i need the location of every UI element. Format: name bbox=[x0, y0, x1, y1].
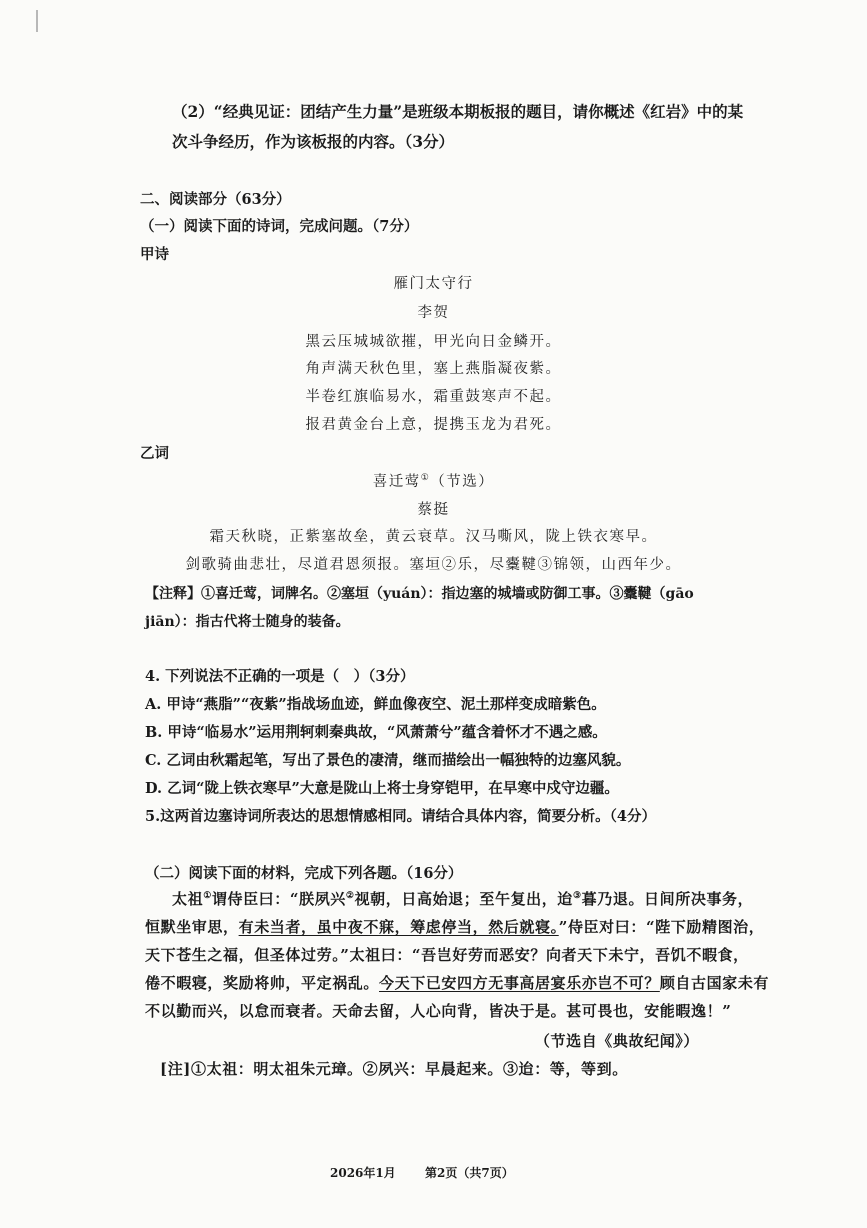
poem2-title-suffix: （节选） bbox=[430, 474, 495, 490]
part1-heading: （一）阅读下面的诗词，完成问题。（7分） bbox=[140, 218, 419, 235]
poem2-title-text: 喜迁莺 bbox=[372, 474, 421, 490]
q2-line2: 次斗争经历，作为该板报的内容。（3分） bbox=[172, 132, 455, 151]
passage-text: 太祖 bbox=[172, 890, 204, 908]
passage-line4 bbox=[145, 972, 769, 993]
footer-date: 2026年1月 bbox=[330, 1166, 396, 1180]
poem2-line: 霜天秋晓，正紫塞故垒，黄云衰草。汉马嘶风，陇上铁衣寒早。 bbox=[209, 529, 658, 545]
q4-option-c: C. 乙词由秋霜起笔，写出了景色的凄清，继而描绘出一幅独特的边塞风貌。 bbox=[145, 752, 631, 769]
poem2-line: 剑歌骑曲悲壮，尽道君恩须报。塞垣②乐，尽櫜鞬③锦领，山西年少。 bbox=[185, 557, 682, 573]
q4-option-b: B. 甲诗“临易水”运用荆轲刺秦典故，“风萧萧兮”蕴含着怀才不遇之感。 bbox=[145, 724, 607, 741]
passage-text: 恒默坐审思， bbox=[145, 918, 239, 936]
passage-text: 倦不暇寝，奖励将帅，平定祸乱。 bbox=[145, 974, 380, 992]
part2-heading: （二）阅读下面的材料，完成下列各题。（16分） bbox=[145, 865, 463, 882]
poem1-line: 报君黄金台上意，提携玉龙为君死。 bbox=[305, 417, 562, 433]
underlined-sentence-1: 有未当者，虽中夜不寐，筹虑停当，然后就寝。 bbox=[238, 918, 559, 936]
poem1-line: 黑云压城城欲摧，甲光向日金鳞开。 bbox=[305, 334, 562, 350]
section-heading: 二、阅读部分（63分） bbox=[140, 191, 291, 208]
passage-text: 视朝，日高始退；至午复出，迨 bbox=[354, 890, 573, 908]
underlined-sentence-2: 今天下已安四方无事高居宴乐亦岂不可？ bbox=[379, 974, 660, 992]
passage-source: （节选自《典故纪闻》） bbox=[534, 1032, 699, 1050]
passage-text: 谓侍臣曰：“朕夙兴 bbox=[211, 890, 346, 908]
poem1-line: 角声满天秋色里，塞上燕脂凝夜紫。 bbox=[305, 361, 562, 377]
scan-mark bbox=[36, 10, 38, 32]
passage-text: 暮乃退。日间所决事务， bbox=[581, 890, 754, 908]
q2-line1: （2）“经典见证：团结产生力量”是班级本期板报的题目，请你概述《红岩》中的某 bbox=[172, 102, 744, 121]
passage-text: ”侍臣对曰：“陛下励精图治， bbox=[558, 918, 765, 936]
poem1-author: 李贺 bbox=[417, 305, 450, 321]
passage-line1 bbox=[172, 888, 753, 909]
passage-notes: [注]①太祖：明太祖朱元璋。②夙兴：早晨起来。③迨：等，等到。 bbox=[160, 1060, 628, 1078]
poem1-title: 雁门太守行 bbox=[393, 276, 474, 292]
poem2-label: 乙词 bbox=[140, 445, 169, 462]
poem2-note-line1: 【注释】①喜迁莺，词牌名。②塞垣（yuán）：指边塞的城墙或防御工事。③櫜鞬（gāo bbox=[145, 586, 694, 602]
poem2-author: 蔡挺 bbox=[417, 502, 450, 518]
note-mark: ③ bbox=[572, 891, 582, 901]
q4-option-a: A. 甲诗“燕脂”“夜紫”指战场血迹，鲜血像夜空、泥土那样变成暗紫色。 bbox=[145, 696, 606, 713]
note-mark: ① bbox=[203, 891, 212, 901]
poem2-title-note-mark: ① bbox=[420, 473, 431, 484]
passage-line5: 不以勤而兴，以怠而衰者。天命去留，人心向背，皆决于是。甚可畏也，安能暇逸！” bbox=[145, 1002, 732, 1020]
poem2-note-line2: jiān）：指古代将士随身的装备。 bbox=[145, 614, 350, 630]
passage-line2 bbox=[145, 916, 764, 937]
passage-text: 顾自古国家未有 bbox=[659, 974, 770, 992]
passage-line3: 天下苍生之福，但圣体过劳。”太祖曰：“吾岂好劳而恶安？向者天下未宁，吾饥不暇食， bbox=[145, 946, 749, 964]
q4-stem: 4. 下列说法不正确的一项是（ ）（3分） bbox=[145, 668, 415, 685]
poem1-label: 甲诗 bbox=[140, 246, 169, 263]
q5-stem: 5.这两首边塞诗词所表达的思想情感相同。请结合具体内容，简要分析。（4分） bbox=[145, 808, 656, 825]
q4-option-d: D. 乙词“陇上铁衣寒早”大意是陇山上将士身穿铠甲，在早寒中戍守边疆。 bbox=[145, 780, 619, 797]
note-mark: ② bbox=[345, 891, 355, 901]
poem2-title bbox=[0, 470, 867, 491]
footer-page-number: 第2页（共7页） bbox=[425, 1166, 514, 1180]
poem1-line: 半卷红旗临易水，霜重鼓寒声不起。 bbox=[305, 389, 562, 405]
